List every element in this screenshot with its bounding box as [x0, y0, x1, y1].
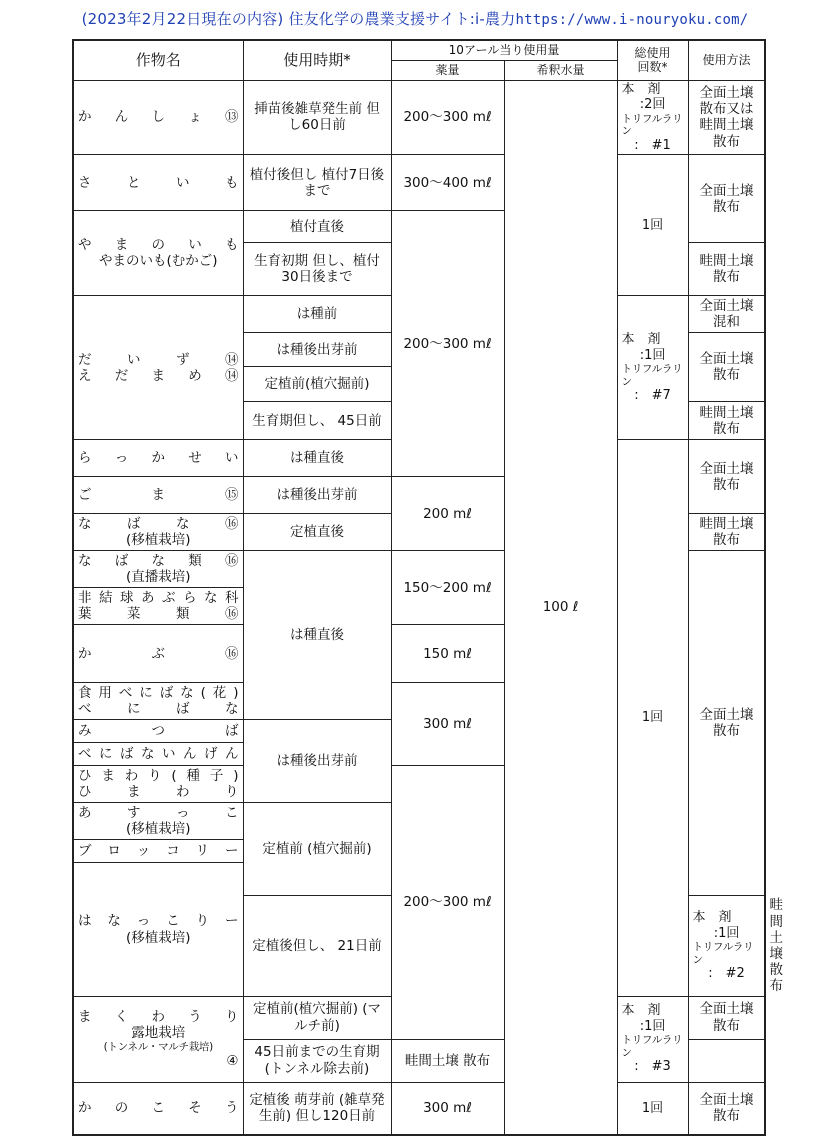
- dose-cell: 200 mℓ: [391, 477, 504, 551]
- dose-cell: 200〜300 mℓ: [391, 766, 504, 1039]
- col-header-count: 総使用 回数*: [617, 40, 688, 80]
- dose-cell: 200〜300 mℓ: [391, 211, 504, 477]
- crop-cell: は な っ こ り ー (移植栽培): [73, 863, 243, 996]
- count-cell: 本 剤 :1回 トリフルラリン : #3: [617, 996, 688, 1082]
- method-cell: 全面土壌 散布: [688, 996, 765, 1039]
- dose-cell: 300 mℓ: [391, 1082, 504, 1135]
- crop-cell: ブ ロ ッ コ リ ー: [73, 840, 243, 863]
- col-header-crop: 作物名: [73, 40, 243, 80]
- timing-cell: 定植後 萌芽前 (雑草発生前) 但し120日前: [243, 1082, 391, 1135]
- timing-cell: は種後出芽前: [243, 333, 391, 367]
- usage-table: [72, 39, 784, 1136]
- method-cell: 全面土壌 散布: [688, 440, 765, 514]
- col-header-per10a: 10アール当り使用量: [391, 40, 617, 60]
- crop-cell: 食用べにばな(花) べ に ば な: [73, 683, 243, 720]
- dose-cell: 300〜400 mℓ: [391, 155, 504, 211]
- timing-cell: 定植前(植穴掘前) (マルチ前): [243, 996, 391, 1039]
- table-row: [73, 155, 765, 211]
- crop-cell: な ば な 類 ⑯ (直播栽培): [73, 551, 243, 588]
- method-cell: 畦間土壌 散布: [391, 1039, 504, 1082]
- crop-cell: か ぶ ⑯: [73, 625, 243, 683]
- timing-cell: 定植前 (植穴掘前): [243, 803, 391, 896]
- method-cell: 全面土壌 散布: [688, 1082, 765, 1135]
- method-cell: 畦間土壌 散布: [688, 402, 765, 440]
- crop-cell: な ば な ⑯ (移植栽培): [73, 514, 243, 551]
- crop-cell: ご ま ⑮: [73, 477, 243, 514]
- timing-cell: 定植直後: [243, 514, 391, 551]
- method-cell: 畦間土壌 散布: [688, 514, 765, 551]
- count-cell: 1回: [617, 1082, 688, 1135]
- timing-cell: 定植前(植穴掘前): [243, 367, 391, 402]
- count-cell: 本 剤 :1回 トリフルラリン : #7: [617, 296, 688, 440]
- timing-cell: 植付後但し 植付7日後まで: [243, 155, 391, 211]
- table-row: 定植後但し、 21日前 本 剤 :1回 トリフルラリン : #2 畦間土壌 散布: [73, 896, 765, 996]
- table-row: [73, 1082, 765, 1135]
- water-cell: 100 ℓ: [504, 80, 617, 1135]
- count-cell: 1回: [617, 440, 688, 996]
- header-url[interactable]: https://www.i-nouryoku.com/: [515, 12, 749, 28]
- crop-cell: 非結球あぶらな科 葉 菜 類 ⑯: [73, 588, 243, 625]
- crop-cell: ま く わ う り 露地栽培 (トンネル・マルチ栽培) ④: [73, 996, 243, 1082]
- dose-cell: 300 mℓ: [391, 683, 504, 766]
- col-header-timing: 使用時期*: [243, 40, 391, 80]
- crop-cell: ひまわり(種子) ひ ま わ り: [73, 766, 243, 803]
- timing-cell: 定植後但し、 21日前: [243, 896, 391, 996]
- method-cell: 畦間土壌 散布: [688, 243, 765, 296]
- crop-cell: だ い ず ⑭ え だ ま め ⑭: [73, 296, 243, 440]
- timing-cell: 植付直後: [243, 211, 391, 243]
- timing-cell: 45日前までの生育期 (トンネル除去前): [243, 1039, 391, 1082]
- timing-cell: 生育初期 但し、植付 30日後まで: [243, 243, 391, 296]
- crop-cell: み つ ば: [73, 720, 243, 743]
- crop-cell: や ま の い も やまのいも(むかご): [73, 211, 243, 296]
- crop-cell: ら っ か せ い: [73, 440, 243, 477]
- crop-cell: か ん し ょ ⑬: [73, 80, 243, 155]
- timing-cell: は種直後: [243, 551, 391, 720]
- dose-cell: 150 mℓ: [391, 625, 504, 683]
- timing-cell: は種前: [243, 296, 391, 333]
- timing-cell: 挿苗後雑草発生前 但し60日前: [243, 80, 391, 155]
- col-header-method: 使用方法: [688, 40, 765, 80]
- timing-cell: は種直後: [243, 440, 391, 477]
- count-cell: 本 剤 :1回 トリフルラリン : #2: [688, 896, 765, 996]
- count-cell: 本 剤 :2回 トリフルラリン : #1: [617, 80, 688, 155]
- timing-cell: 生育期但し、 45日前: [243, 402, 391, 440]
- crop-cell: べにばないんげん: [73, 743, 243, 766]
- col-header-dose: 薬量: [391, 60, 504, 80]
- timing-cell: は種後出芽前: [243, 720, 391, 803]
- page-header: [0, 8, 830, 29]
- col-header-water: 希釈水量: [504, 60, 617, 80]
- crop-cell: さ と い も: [73, 155, 243, 211]
- method-cell: 全面土壌 混和: [688, 296, 765, 333]
- dose-cell: 150〜200 mℓ: [391, 551, 504, 625]
- method-cell: 全面土壌 散布: [688, 155, 765, 243]
- table-row: [73, 80, 765, 155]
- method-cell: 全面土壌 散布: [688, 333, 765, 402]
- timing-cell: は種後出芽前: [243, 477, 391, 514]
- dose-cell: 200〜300 mℓ: [391, 80, 504, 155]
- method-cell: 全面土壌 散布又は 畦間土壌 散布: [688, 80, 765, 155]
- crop-cell: か の こ そ う: [73, 1082, 243, 1135]
- header-text: (2023年2月22日現在の内容) 住友化学の農業支援サイト:i-農力: [81, 10, 516, 28]
- crop-cell: あ す っ こ (移植栽培): [73, 803, 243, 840]
- method-cell: 全面土壌 散布: [688, 551, 765, 896]
- count-cell: 1回: [617, 155, 688, 296]
